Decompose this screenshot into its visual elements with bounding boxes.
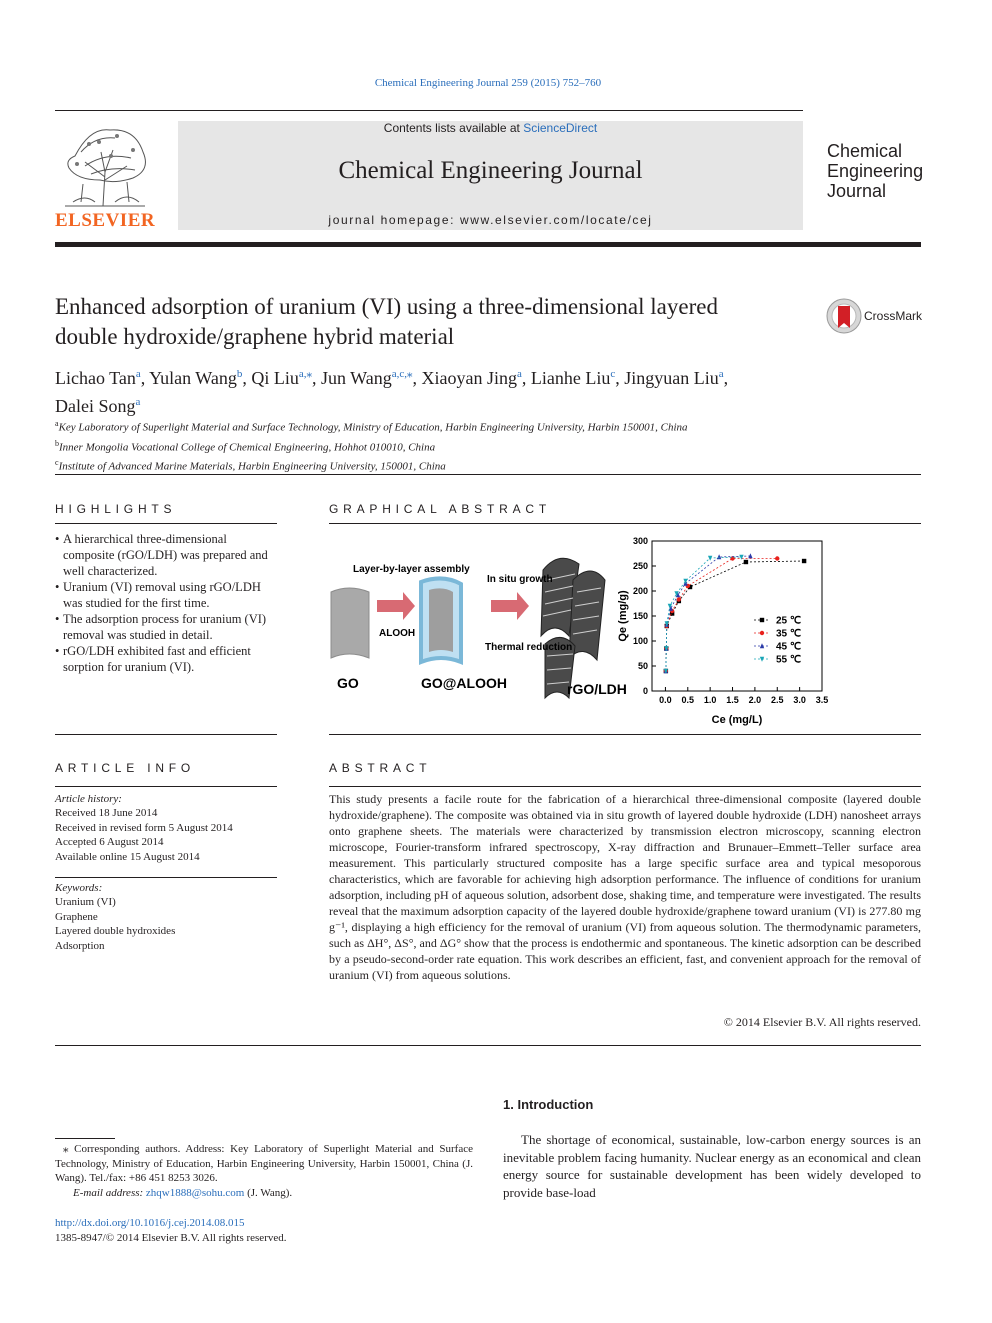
y-tick-label: 300 — [632, 536, 648, 546]
graphical-abstract-rule — [329, 523, 921, 524]
history-item: Received 18 June 2014 — [55, 807, 158, 820]
email-label: E-mail address: — [73, 1186, 146, 1199]
author-affil-sup[interactable]: a,c,⁎ — [391, 368, 413, 380]
y-tick-label: 150 — [632, 611, 648, 621]
affiliation — [55, 436, 688, 456]
corresponding-text: ⁎ Corresponding authors. Address: Key Laboratory of Superlight Material and Surface Technology, Ministry of Education, Harbin Engineering University, Harbin 150001, China (J. Wang). Tel./fax: +86 451 8253 3026. — [55, 1143, 473, 1184]
y-tick-label: 100 — [632, 636, 648, 646]
highlight-item: • rGO/LDH exhibited fast and efficient sorption for uranium (VI). — [55, 643, 277, 675]
cover-title-line: Journal — [827, 181, 887, 201]
footnote-rule — [55, 1138, 115, 1139]
doi-link[interactable]: http://dx.doi.org/10.1016/j.cej.2014.08.015 — [55, 1217, 245, 1229]
in-situ-label: In situ growth — [487, 574, 553, 585]
chart-y-label: Qe (mg/g) — [617, 590, 629, 642]
author-affil-sup[interactable]: a,⁎ — [298, 368, 312, 380]
crossmark-icon[interactable] — [826, 298, 862, 334]
author-affil-sup[interactable]: a — [516, 368, 522, 380]
author-affil-sup[interactable]: a — [718, 368, 724, 380]
article-title — [55, 292, 815, 352]
header-rule — [55, 110, 803, 111]
series-line — [666, 557, 742, 671]
history-label: Article history: — [55, 793, 122, 805]
author-name[interactable]: Lianhe Liu — [530, 368, 611, 388]
homepage-url[interactable]: www.elsevier.com/locate/cej — [459, 213, 653, 227]
author-name[interactable]: Qi Liu — [251, 368, 299, 388]
legend-marker — [760, 618, 764, 622]
x-tick-label: 1.5 — [726, 695, 739, 705]
author-affil-sup[interactable]: a — [135, 368, 141, 380]
x-tick-label: 2.5 — [771, 695, 784, 705]
keyword: Graphene — [55, 910, 98, 923]
legend-marker — [760, 631, 764, 635]
abstract-bottom-rule — [55, 1045, 921, 1046]
history-item: Accepted 6 August 2014 — [55, 836, 164, 849]
x-tick-label: 1.0 — [703, 695, 717, 705]
legend-label: 35 ℃ — [776, 628, 802, 640]
journal-cover-title — [827, 141, 923, 201]
affiliation-text: Key Laboratory of Superlight Material and Surface Technology, Ministry of Education, Harbin Engineering University, Harbin 150001, China — [58, 421, 688, 434]
crossmark-label[interactable]: CrossMark — [864, 309, 923, 323]
keyword: Adsorption — [55, 939, 105, 952]
data-point — [739, 555, 743, 560]
author-affil-sup[interactable]: a — [135, 396, 141, 408]
series-line — [666, 556, 751, 671]
abstract-text: This study presents a facile route for the fabrication of a hierarchical three-dimensional composite (layered double hydroxide/graphene). The composite was obtained via in situ growth of layered double hydroxide (LDH) nanosheet arrays onto graphene sheets. The materials were characterized by transmission electron microscopy, scanning electron microscope, Fourier-transform infrared spectroscopy, X-ray diffraction and Brunauer–Emmett–Teller surface area measurement. This particularly structured composite has a large specific surface area and typical mesoporous characteristics, which are favorable for achieving high adsorption performance. The influence of conditions for uranium adsorption, including pH of aqueous solution, adsorbent dose, shaking time, and temperature were investigated. The results reveal that the maximum adsorption capacity of the layered double hydroxide/graphene toward uranium (VI) is 277.80 mg g⁻¹, displaying a high efficiency for the removal of uranium (VI) from aqueous solution. The thermodynamic parameters, such as ΔH°, ΔS°, and ΔG° show that the process is endothermic and spontaneous. The kinetic adsorption can be described by a pseudo-second-order rate equation. This work describes an efficient, fast, and convenient approach for the removal of uranium (VI) from aqueous solutions. — [329, 792, 921, 982]
highlights-rule — [55, 523, 277, 524]
affiliation-text: Institute of Advanced Marine Materials, Harbin Engineering University, 150001, China — [58, 460, 446, 473]
affiliation — [55, 455, 688, 475]
y-tick-label: 250 — [632, 561, 648, 571]
x-tick-label: 0.0 — [659, 695, 672, 705]
graphical-abstract-heading: GRAPHICAL ABSTRACT — [329, 502, 551, 516]
highlights-list — [55, 531, 277, 675]
go-sheet — [331, 588, 369, 658]
author-affil-sup[interactable]: b — [236, 368, 243, 380]
x-tick-label: 0.5 — [681, 695, 695, 705]
rgo-ldh-label: rGO/LDH — [567, 681, 627, 697]
highlights-heading: HIGHLIGHTS — [55, 502, 177, 516]
email-line — [55, 1186, 473, 1201]
chart-x-label: Ce (mg/L) — [711, 714, 763, 726]
affiliations — [55, 416, 688, 475]
introduction-text: The shortage of economical, sustainable, low-carbon energy sources is an inevitable problem facing humanity. Nuclear energy as an economical and clean energy source for sustainable development has been widely developed to provide base-load — [503, 1132, 921, 1200]
x-tick-label: 2.0 — [748, 695, 762, 705]
contents-line — [178, 121, 803, 135]
email-suffix: (J. Wang). — [244, 1186, 293, 1199]
abstract-copyright: © 2014 Elsevier B.V. All rights reserved. — [723, 1015, 921, 1029]
data-point — [744, 560, 748, 564]
email-link[interactable]: zhqw1888@sohu.com — [145, 1186, 245, 1199]
affiliation — [55, 416, 688, 436]
publisher-logo-text: ELSEVIER — [55, 210, 156, 231]
affiliation-text: Inner Mongolia Vocational College of Chemical Engineering, Hohhot 010010, China — [59, 441, 436, 454]
title-line-2: double hydroxide/graphene hybrid material — [55, 324, 455, 349]
ga-bottom-rule — [329, 734, 921, 735]
homepage-prefix: journal homepage: — [328, 213, 460, 227]
layer-assembly-label: Layer-by-layer assembly — [353, 564, 470, 575]
highlight-item: • The adsorption process for uranium (VI) removal was studied in detail. — [55, 611, 277, 643]
cover-title-line: Engineering — [827, 161, 924, 181]
cover-title-line: Chemical — [827, 141, 903, 161]
highlight-item: • A hierarchical three-dimensional composite (rGO/LDH) was prepared and well characterized. — [55, 531, 277, 579]
journal-name: Chemical Engineering Journal — [338, 157, 643, 184]
go-alooh-label: GO@ALOOH — [421, 675, 507, 691]
journal-homepage — [178, 213, 803, 227]
doi-block — [55, 1216, 287, 1245]
author-affil-sup[interactable]: c — [610, 368, 616, 380]
data-point — [708, 556, 712, 561]
alooh-label: ALOOH — [379, 628, 416, 639]
keyword: Uranium (VI) — [55, 896, 116, 909]
series-line — [666, 559, 777, 672]
author-list: Lichao Tan$^a$, Yulan Wang$^b$, Qi Liu$^{a,⁎}$, Jun Wang$^{a,c,⁎}$, Xiaoyan Jing$^a$, Lianhe Liu$^c$, Jingyuan Liu$^a$, Dalei Song$^a$ — [55, 368, 729, 416]
keywords — [55, 881, 277, 953]
keywords-rule — [55, 877, 277, 878]
x-tick-label: 3.0 — [793, 695, 806, 705]
journal-citation[interactable]: Chemical Engineering Journal 259 (2015) 752–760 — [374, 77, 602, 89]
legend-label: 55 ℃ — [776, 654, 802, 666]
author-name[interactable]: Yulan Wang — [149, 368, 237, 388]
author-name[interactable]: Dalei Song — [55, 396, 136, 416]
keywords-label: Keywords: — [55, 882, 103, 894]
affiliation-sup: c — [55, 458, 59, 468]
elsevier-tree-logo — [55, 122, 155, 208]
contents-prefix: Contents lists available at — [383, 121, 524, 135]
author-name[interactable]: Xiaoyan Jing — [421, 368, 517, 388]
y-tick-label: 50 — [637, 661, 648, 671]
data-point — [775, 556, 779, 560]
thermal-reduction-label: Thermal reduction — [485, 642, 573, 653]
author-name[interactable]: Jun Wang — [320, 368, 392, 388]
abstract-heading: ABSTRACT — [329, 761, 432, 775]
y-tick-label: 200 — [632, 586, 648, 596]
x-tick-label: 3.5 — [815, 695, 829, 705]
arrow-2 — [491, 592, 529, 620]
y-tick-label: 0 — [642, 686, 648, 696]
issn-line: 1385-8947/© 2014 Elsevier B.V. All rights reserved. — [55, 1231, 287, 1244]
history-item: Available online 15 August 2014 — [55, 850, 200, 863]
data-point — [677, 597, 681, 601]
article-history — [55, 792, 277, 864]
highlight-item: • Uranium (VI) removal using rGO/LDH was studied for the first time. — [55, 579, 277, 611]
affiliation-sup: a — [55, 419, 59, 428]
introduction-heading: 1. Introduction — [503, 1097, 594, 1112]
highlights-bottom-rule — [55, 734, 277, 735]
article-info-heading: ARTICLE INFO — [55, 761, 196, 775]
data-point — [802, 559, 806, 563]
corresponding-footnote — [55, 1142, 473, 1200]
article-info-rule — [55, 786, 277, 787]
title-line-1: Enhanced adsorption of uranium (VI) using a three-dimensional layered — [55, 294, 718, 319]
title-block-rule — [55, 474, 921, 475]
sciencedirect-link[interactable]: ScienceDirect — [523, 121, 598, 135]
adsorption-isotherm-chart — [604, 530, 834, 730]
abstract-rule — [329, 786, 921, 787]
keyword: Layered double hydroxides — [55, 925, 176, 938]
author-name[interactable]: Lichao Tan — [55, 368, 136, 388]
affiliation-sup: b — [55, 438, 59, 448]
legend-label: 45 ℃ — [776, 641, 802, 653]
go-label: GO — [337, 675, 359, 691]
arrow-1 — [377, 592, 415, 620]
legend-label: 25 ℃ — [776, 615, 802, 627]
author-name[interactable]: Jingyuan Liu — [624, 368, 719, 388]
go-alooh-core — [429, 588, 453, 652]
header-thick-rule — [55, 242, 921, 247]
history-item: Received in revised form 5 August 2014 — [55, 821, 233, 834]
